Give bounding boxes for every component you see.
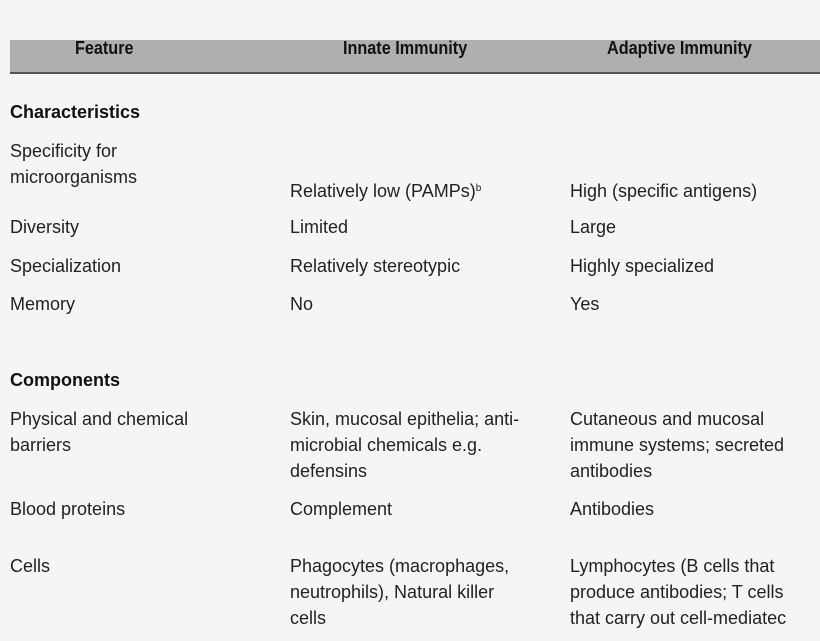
innate-cell: Phagocytes (macrophages, bbox=[290, 556, 510, 576]
feature-cell: Specialization bbox=[10, 256, 122, 276]
innate-cell: defensins bbox=[290, 461, 368, 481]
feature-cell: barriers bbox=[10, 435, 72, 455]
feature-cell: Physical and chemical bbox=[10, 409, 189, 429]
innate-cell: Relatively stereotypic bbox=[290, 256, 461, 276]
feature-cell: Blood proteins bbox=[10, 499, 126, 519]
innate-cell: Relatively low (PAMPs)$^b$ bbox=[290, 181, 482, 201]
adaptive-cell: Antibodies bbox=[570, 499, 655, 519]
adaptive-cell: immune systems; secreted bbox=[570, 435, 785, 455]
adaptive-cell: Cutaneous and mucosal bbox=[570, 409, 765, 429]
adaptive-cell: Highly specialized bbox=[570, 256, 715, 276]
header-feature: Feature bbox=[75, 38, 134, 58]
feature-cell: Specificity for bbox=[10, 141, 118, 161]
feature-cell: Diversity bbox=[10, 217, 80, 237]
table-header bbox=[10, 40, 820, 74]
innate-cell: No bbox=[290, 294, 314, 314]
adaptive-cell: produce antibodies; T cells bbox=[570, 582, 784, 602]
innate-cell: Skin, mucosal epithelia; anti- bbox=[290, 409, 520, 429]
innate-cell: cells bbox=[290, 608, 327, 628]
adaptive-cell: High (specific antigens) bbox=[570, 181, 758, 201]
adaptive-cell: Lymphocytes (B cells that bbox=[570, 556, 775, 576]
adaptive-cell: Yes bbox=[570, 294, 600, 314]
adaptive-cell: Large bbox=[570, 217, 617, 237]
adaptive-cell: antibodies bbox=[570, 461, 653, 481]
feature-cell: Memory bbox=[10, 294, 76, 314]
section-title-characteristics: Characteristics bbox=[10, 102, 141, 122]
section-title-components: Components bbox=[10, 370, 120, 390]
innate-cell: Complement bbox=[290, 499, 393, 519]
feature-cell: microorganisms bbox=[10, 167, 138, 187]
header-innate: Innate Immunity bbox=[343, 38, 468, 58]
innate-cell: Limited bbox=[290, 217, 349, 237]
innate-cell: microbial chemicals e.g. bbox=[290, 435, 483, 455]
header-adaptive: Adaptive Immunity bbox=[607, 38, 752, 58]
adaptive-cell: that carry out cell-mediatec bbox=[570, 608, 787, 628]
feature-cell: Cells bbox=[10, 556, 51, 576]
innate-cell: neutrophils), Natural killer bbox=[290, 582, 495, 602]
